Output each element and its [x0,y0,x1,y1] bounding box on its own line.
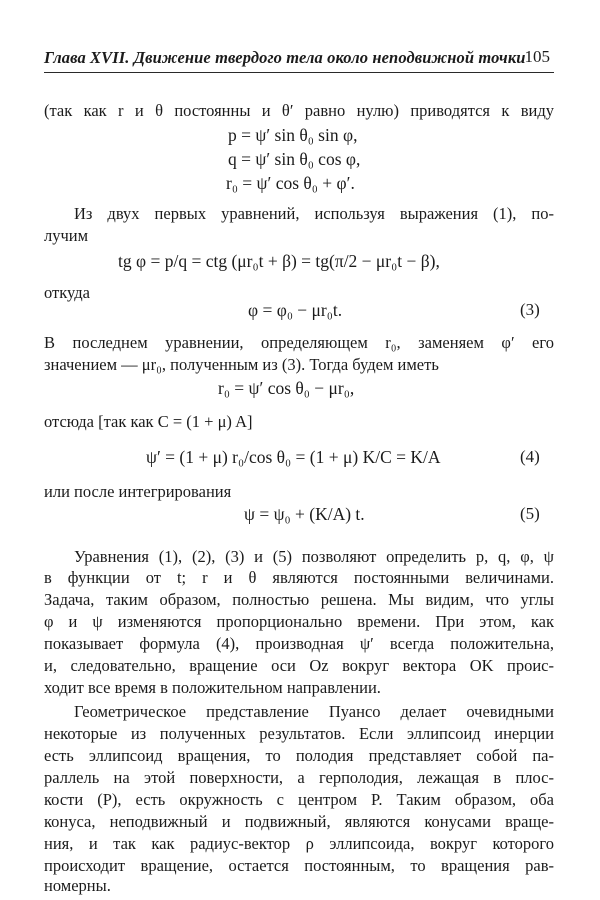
formula-q: q = ψ′ sin θ₀ cos φ, [228,149,361,169]
formula-psi-prime: ψ′ = (1 + μ) r₀/cos θ₀ = (1 + μ) K/C = K/A [146,447,441,467]
equation-number: (5) [520,504,540,523]
formula-psi: ψ = ψ₀ + (K/A) t. [244,504,365,524]
page-number: 105 [524,47,550,66]
paragraph-line: некоторые из полученных результатов. Если эллипсоид инерции [44,724,554,743]
equation-number: (4) [520,447,540,466]
formula-r0: r₀ = ψ′ cos θ₀ + φ′. [226,173,355,193]
paragraph-line: ния, и так как радиус-вектор ρ эллипсоида, вокруг которого [44,834,554,853]
text-line: значением — μr₀, полученным из (3). Тогда будем иметь [44,355,439,374]
paragraph-line: показывает формула (4), производная ψ′ всегда положительна, [44,634,554,653]
text-line: В последнем уравнении, определяющем r₀, заменяем φ′ его [44,333,554,352]
paragraph-line: Задача, таким образом, полностью решена. Мы видим, что углы [44,590,554,609]
text-line: или после интегрирования [44,482,232,501]
text-line: откуда [44,283,90,302]
paragraph-line: раллель на этой поверхности, а герполодия, лежащая в плос- [44,768,554,787]
paragraph-line: ходит все время в положительном направлении. [44,678,381,697]
text-line: отсюда [так как C = (1 + μ) A] [44,412,253,431]
paragraph-line: в функции от t; r и θ являются постоянными величинами. [44,568,554,587]
paragraph-line: φ и ψ изменяются пропорционально времени. При этом, как [44,612,554,631]
text-line: (так как r и θ постоянны и θ′ равно нулю) приводятся к виду [44,101,554,120]
paragraph-line: конуса, неподвижный и подвижный, являются конусами враще- [44,812,554,831]
chapter-title: Глава XVII. Движение твердого тела около неподвижной точки [44,48,526,67]
paragraph-line: номерны. [44,876,111,895]
formula-r0-2: r₀ = ψ′ cos θ₀ − μr₀, [218,378,355,398]
running-header [44,44,554,73]
paragraph-line: Геометрическое представление Пуансо делает очевидными [74,702,554,721]
paragraph-line: Уравнения (1), (2), (3) и (5) позволяют определить p, q, φ, ψ [74,547,554,566]
text-line: Из двух первых уравнений, используя выражения (1), по- [74,204,554,223]
paragraph-line: кости (P), есть окружность с центром P. Таким образом, оба [44,790,554,809]
formula-phi: φ = φ₀ − μr₀t. [248,300,343,320]
text-line: лучим [44,226,89,245]
equation-number: (3) [520,300,540,319]
formula-tg-phi: tg φ = p/q = ctg (μr₀t + β) = tg(π/2 − μr₀t − β), [118,251,440,271]
paragraph-line: и, следовательно, вращение оси Oz вокруг вектора OK проис- [44,656,554,675]
formula-p: p = ψ′ sin θ₀ sin φ, [228,125,358,145]
paragraph-line: есть эллипсоид вращения, то полодия представляет собой па- [44,746,554,765]
paragraph-line: происходит вращение, остается постоянным, то вращения рав- [44,856,554,875]
